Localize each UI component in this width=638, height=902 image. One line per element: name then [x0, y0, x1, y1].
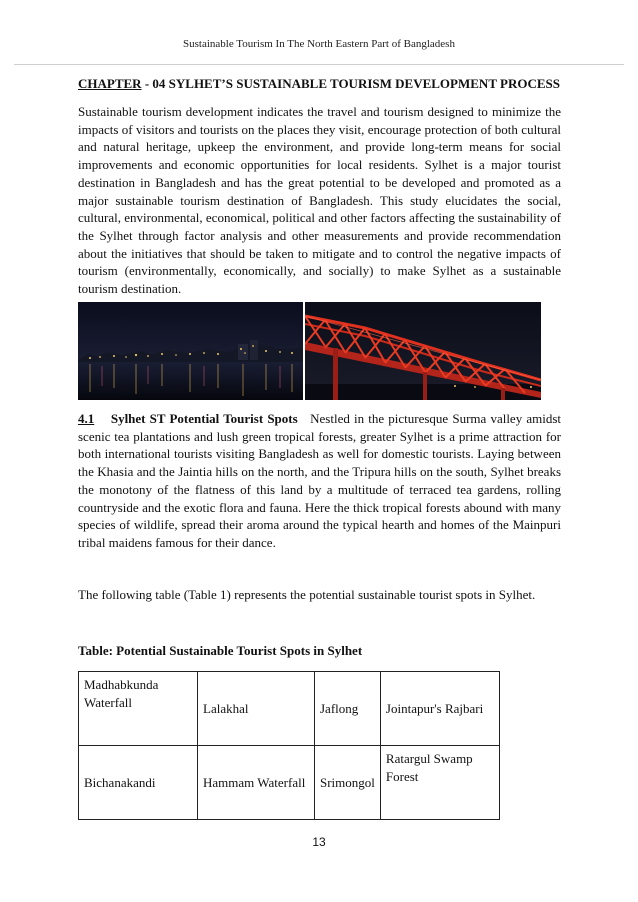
table-cell: Srimongol — [315, 746, 381, 820]
chapter-label: CHAPTER — [78, 76, 142, 91]
table-intro-text: The following table (Table 1) represents the potential sustainable tourist spots in Sylhet. — [78, 587, 536, 602]
river-night-illustration — [78, 302, 303, 400]
chapter-separator: - — [141, 76, 153, 91]
river-night-photo — [78, 302, 303, 400]
chapter-title: 04 SYLHET’S SUSTAINABLE TOURISM DEVELOPMENT PROCESS — [152, 76, 560, 91]
intro-paragraph: Sustainable tourism development indicates the travel and tourism designed to minimize the impacts of visitors and tourists on the places they visit, encourage protection of both cultural and natural heritage, upkeep the environment, and provide long-term means for social improvements and economic opportunities for local residents. Sylhet is a major tourist destination in Bangladesh and has the great potential to be developed and promoted as a major sustainable tourism destination of Bangladesh. This study elucidates the social, cultural, environmental, economical, political and other factors affecting the sustainability of the Sylhet through factor analysis and other measurements and provide recommendation about the initiatives that should be taken to mitigate and to control the negative impacts of tourism (environmentally, economically, and socially) to make Sylhet as a sustainable tourism destination. — [78, 104, 561, 297]
page-number: 13 — [312, 835, 326, 849]
table-cell: Hammam Waterfall — [198, 746, 315, 820]
tourist-spots-table — [78, 671, 500, 820]
red-bridge-photo — [305, 302, 541, 400]
red-bridge-illustration — [305, 302, 541, 400]
section-body: Nestled in the picturesque Surma valley amidst scenic tea plantations and lush green tropical forests, greater Sylhet is a prime attraction for both international tourists visiting Bangladesh as well for domestic tourists. Laying between the Khasia and the Jaintia hills on the north, and the Tripura hills on the south, Sylhet breaks the monotony of the flatness of this land by a multitude of terraced tea gardens, rolling countryside and the exotic flora and fauna. Here the thick tropical forests abound with many species of wildlife, spread their aroma around the typical hearth and homes of the Mainpuri tribal maidens famous for their dance. — [78, 411, 562, 550]
table-title: Table: Potential Sustainable Tourist Spots in Sylhet — [78, 643, 363, 658]
table-row — [79, 672, 500, 746]
running-header: Sustainable Tourism In The North Eastern Part of Bangladesh — [183, 38, 455, 50]
table-row — [79, 746, 500, 820]
table-cell: Ratargul Swamp Forest — [380, 746, 499, 820]
section-number: 4.1 — [78, 411, 95, 426]
header-divider — [14, 64, 624, 65]
table-cell: Bichanakandi — [79, 746, 198, 820]
section-title: Sylhet ST Potential Tourist Spots — [110, 411, 298, 426]
table-cell: Lalakhal — [198, 672, 315, 746]
table-cell: Jointapur's Rajbari — [380, 672, 499, 746]
section-4-1-paragraph — [78, 410, 561, 552]
table-cell: Madhabkunda Waterfall — [79, 672, 198, 746]
chapter-heading — [78, 76, 560, 92]
table-cell: Jaflong — [315, 672, 381, 746]
